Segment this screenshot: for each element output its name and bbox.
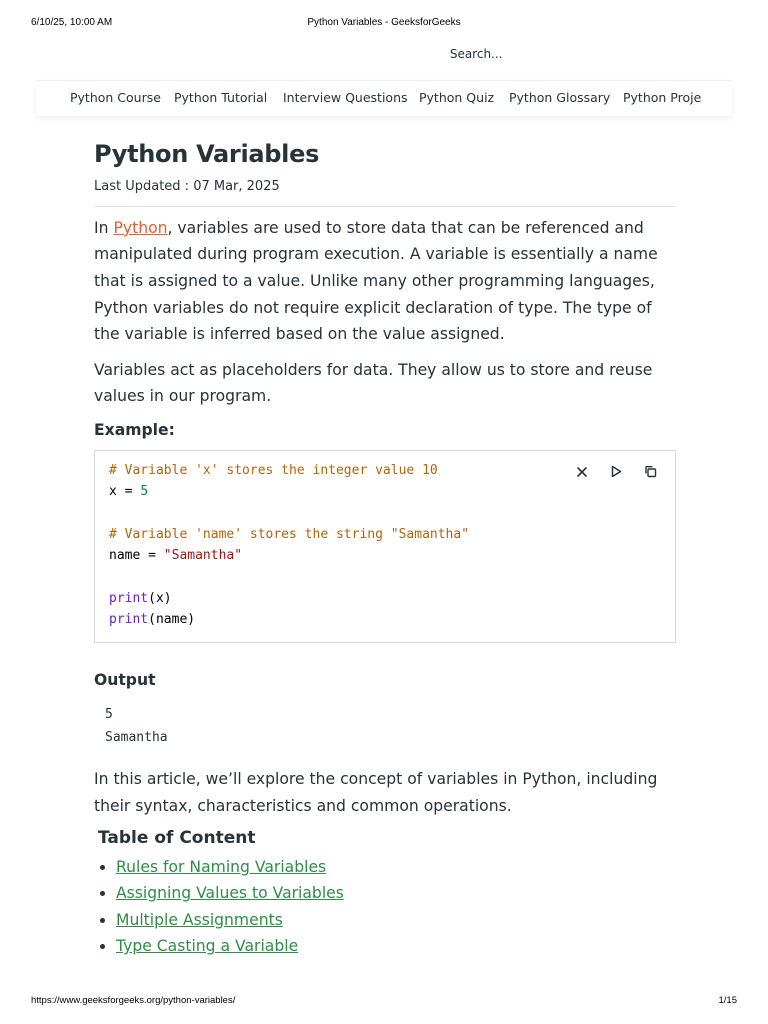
close-icon[interactable] — [573, 463, 591, 481]
run-icon[interactable] — [607, 463, 625, 481]
print-footer — [0, 995, 768, 1009]
toc-link-naming-rules[interactable]: Rules for Naming Variables — [116, 858, 327, 877]
nav-item-python-course[interactable]: Python Course — [70, 90, 161, 105]
intro-paragraph — [94, 215, 676, 348]
search-placeholder[interactable]: Search... — [449, 47, 503, 61]
toc-link-type-casting[interactable]: Type Casting a Variable — [116, 937, 299, 956]
code-number: 5 — [140, 484, 149, 500]
code-builtin: print — [109, 590, 149, 606]
print-url: https://www.geeksforgeeks.org/python-variables/ — [31, 995, 236, 1006]
code-text: (name) — [148, 612, 196, 628]
toc-link-multiple-assignments[interactable]: Multiple Assignments — [116, 910, 283, 929]
nav-item-python-tutorial[interactable]: Python Tutorial — [174, 90, 268, 105]
nav-item-python-projects[interactable]: Python Proje — [623, 90, 702, 105]
code-comment: # Variable 'name' stores the string "Samantha" — [109, 526, 470, 542]
last-updated: Last Updated : 07 Mar, 2025 — [94, 178, 280, 194]
toc-item — [116, 933, 676, 959]
code-comment: # Variable 'x' stores the integer value 10 — [109, 462, 438, 478]
intro-text: , variables are used to store data that can be referenced and manipulated during program execution. A variable is essentially a name that is assigned to a value. Unlike many other programming languages, Python variables do not require explicit declaration of type. The type of the variable is inferred based on the value assigned. — [94, 218, 658, 344]
toc-item — [116, 854, 676, 880]
output-line: 5 — [105, 706, 113, 722]
top-navigation — [36, 80, 732, 116]
copy-icon[interactable] — [641, 463, 659, 481]
search-bar[interactable] — [0, 47, 670, 61]
code-content[interactable] — [109, 460, 469, 630]
article — [94, 140, 676, 959]
example-label: Example: — [94, 420, 175, 439]
python-link[interactable]: Python — [113, 218, 168, 237]
code-block — [94, 450, 676, 643]
toc-item — [116, 880, 676, 906]
print-datetime: 6/10/25, 10:00 AM — [31, 17, 113, 28]
article-overview-paragraph: In this article, we’ll explore the concept of variables in Python, including their syntax, characteristics and common operations. — [94, 769, 658, 815]
print-page-number: 1/15 — [718, 995, 737, 1006]
toc-link-assigning-values[interactable]: Assigning Values to Variables — [116, 884, 344, 903]
page-title: Python Variables — [94, 140, 320, 168]
code-toolbar — [573, 463, 659, 481]
toc-title: Table of Content — [98, 828, 256, 849]
output-block — [105, 703, 676, 749]
output-label: Output — [94, 670, 156, 689]
code-builtin: print — [109, 612, 149, 628]
placeholder-paragraph: Variables act as placeholders for data. They allow us to store and reuse values in our program. — [94, 360, 653, 406]
code-text: x = — [109, 484, 141, 500]
table-of-contents — [116, 854, 676, 959]
nav-item-interview-questions[interactable]: Interview Questions — [283, 90, 408, 105]
intro-prefix: In — [94, 218, 114, 237]
code-string: "Samantha" — [163, 548, 243, 564]
output-line: Samantha — [105, 729, 168, 745]
divider — [94, 206, 676, 207]
toc-item — [116, 907, 676, 933]
nav-item-python-quiz[interactable]: Python Quiz — [419, 90, 495, 105]
code-text: (x) — [148, 590, 172, 606]
nav-item-python-glossary[interactable]: Python Glossary — [509, 90, 611, 105]
print-page-title: Python Variables - GeeksforGeeks — [307, 17, 461, 28]
code-text: name = — [109, 548, 164, 564]
print-header — [0, 17, 768, 31]
